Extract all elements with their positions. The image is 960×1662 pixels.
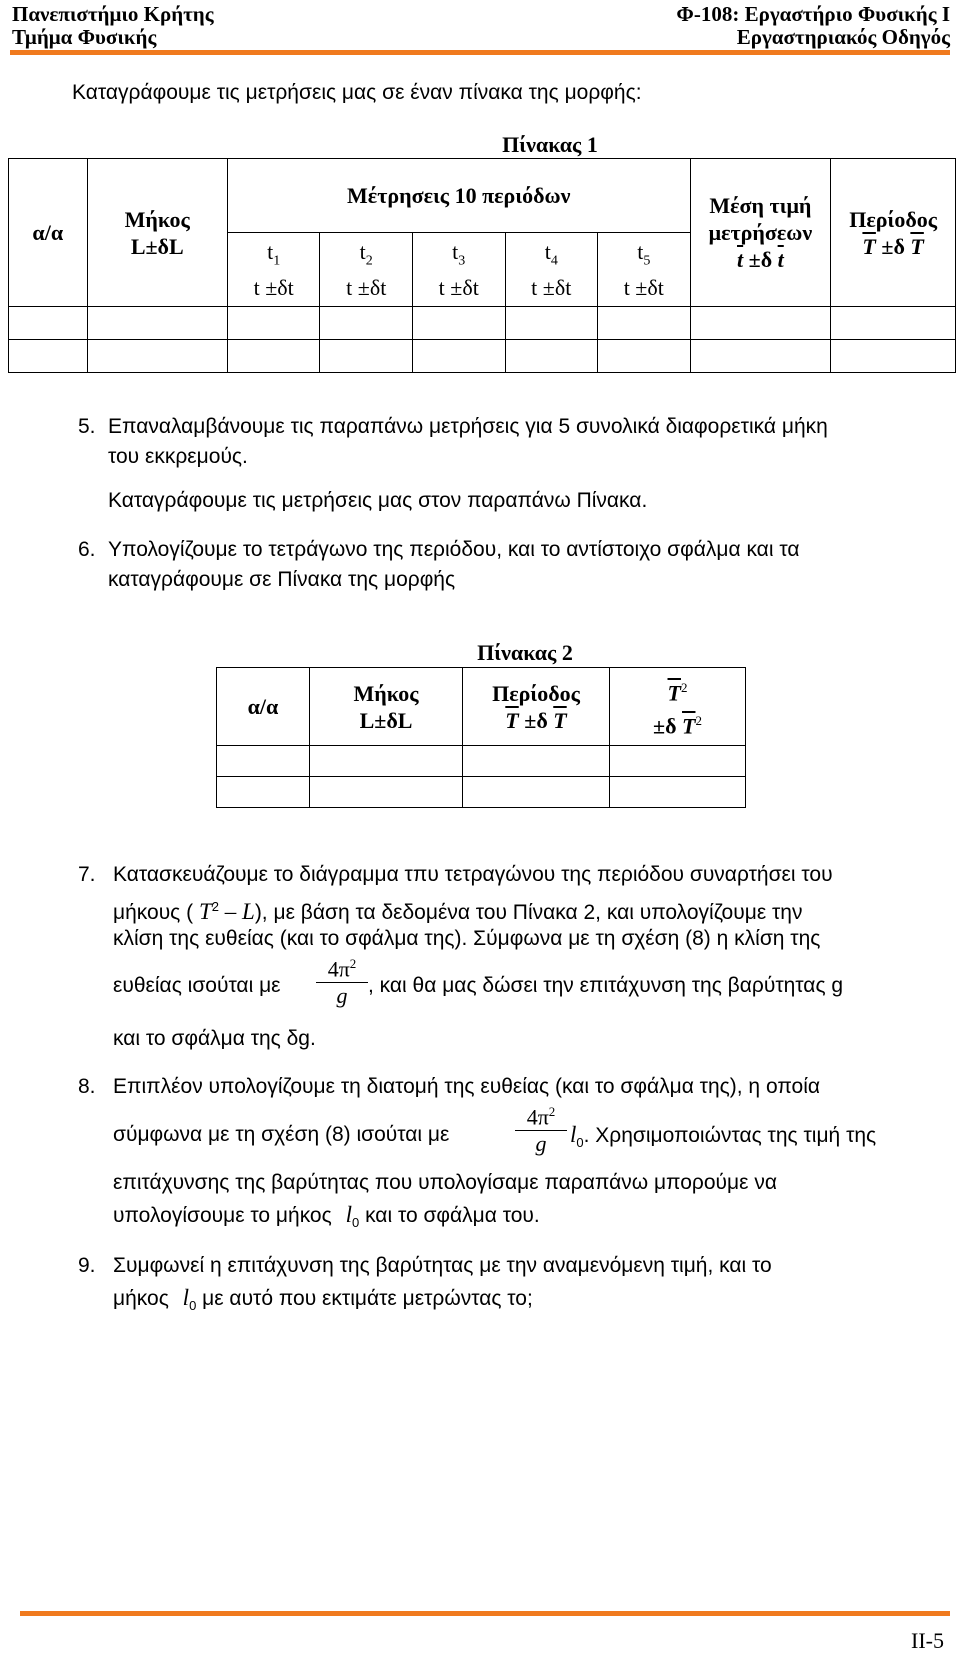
table1-header-mean: Μέση τιμή μετρήσεων $\overline{t} \pm\delta$ $\overline{t}$ <box>690 159 831 307</box>
table2-empty-row <box>217 777 746 808</box>
table1-header-measurements: Μέτρησεις 10 περιόδων <box>227 159 690 233</box>
header-rule <box>10 50 950 55</box>
step5-line3: Καταγράφουμε τις μετρήσεις μας στον παραπάνω Πίνακα. <box>108 489 648 512</box>
intro-text: Καταγράφουμε τις μετρήσεις μας σε έναν πίνακα της μορφής: <box>72 81 642 104</box>
step5-line1: Επαναλαμβάνουμε τις παραπάνω μετρήσεις για 5 συνολικά διαφορετικά μήκη <box>108 415 828 438</box>
step8-number: 8. <box>78 1075 96 1098</box>
table1-header-t3: $t_3$ t ±δt <box>412 233 505 307</box>
slope-fraction: $\frac{4\pi^2}{g}$ <box>316 951 368 1009</box>
table2-header-period: Περίοδος $\overline{T} \pm\delta$ $\overline{T}$ <box>463 668 610 746</box>
footer-rule <box>20 1611 950 1616</box>
intercept-fraction: $\frac{4\pi^2}{g}$ <box>515 1099 567 1157</box>
table1-header-period: Περίοδος $\overline{T} \pm\delta$ $\overline{T}$ <box>831 159 956 307</box>
table1-header-length: Μήκος L±δL <box>87 159 227 307</box>
step8-line2b: $l_0$. Χρησιμοποιώντας της τιμή της <box>570 1122 877 1151</box>
step9-line1: Συμφωνεί η επιτάχυνση της βαρύτητας με την αναμενόμενη τιμή, και το <box>113 1254 772 1277</box>
table1-header-aa: α/α <box>9 159 88 307</box>
step6-number: 6. <box>78 538 96 561</box>
table2-header-period-squared: $\overline{T}^2$ ±δ $\overline{T}^2$ <box>610 668 746 746</box>
step8-line3: επιτάχυνσης της βαρύτητας που υπολογίσαμε παραπάνω μπορούμε να <box>113 1171 777 1194</box>
table2-header-length: Μήκος L±δL <box>310 668 463 746</box>
course-title: Φ-108: Εργαστήριο Φυσικής Ι <box>676 2 950 26</box>
step7-number: 7. <box>78 863 96 886</box>
guide-title: Εργαστηριακός Οδηγός <box>736 25 950 49</box>
step5-line2: του εκκρεμούς. <box>108 445 248 468</box>
step8-line4: υπολογίσουμε το μήκος $l_0$ και το σφάλμα του. <box>113 1202 540 1231</box>
step7-line4a: ευθείας ισούται με <box>113 974 281 997</box>
table1-header-t2: $t_2$ t ±δt <box>320 233 413 307</box>
department-name: Τμήμα Φυσικής <box>12 25 157 49</box>
step9-line2: μήκος $l_0$ με αυτό που εκτιμάτε μετρώντας το; <box>113 1285 533 1314</box>
step7-line1: Κατασκευάζουμε το διάγραμμα τπυ τετραγώνου της περιόδου συναρτήσει του <box>113 863 833 886</box>
step6-line1: Υπολογίζουμε το τετράγωνο της περιόδου, και το αντίστοιχο σφάλμα και τα <box>108 538 800 561</box>
step9-number: 9. <box>78 1254 96 1277</box>
table1-header-t5: $t_5$ t ±δt <box>598 233 691 307</box>
table2 <box>216 667 746 808</box>
step7-line4b: , και θα μας δώσει την επιτάχυνση της βαρύτητας g <box>368 974 844 997</box>
table2-caption: Πίνακας 2 <box>477 640 573 665</box>
step7-line5: και το σφάλμα της δg. <box>113 1027 316 1050</box>
table1-caption: Πίνακας 1 <box>502 132 598 157</box>
table1-header-t1: $t_1$ t ±δt <box>227 233 320 307</box>
table1 <box>8 158 956 373</box>
table1-empty-row <box>9 307 956 340</box>
table1-empty-row <box>9 340 956 373</box>
table2-empty-row <box>217 746 746 777</box>
step8-line1: Επιπλέον υπολογίζουμε τη διατομή της ευθείας (και το σφάλμα της), η οποία <box>113 1075 821 1098</box>
step7-line3: κλίση της ευθείας (και το σφάλμα της). Σύμφωνα με τη σχέση (8) η κλίση της <box>113 927 821 950</box>
step6-line2: καταγράφουμε σε Πίνακα της μορφής <box>108 568 456 591</box>
table2-header-aa: α/α <box>217 668 310 746</box>
university-name: Πανεπιστήμιο Κρήτης <box>12 2 214 26</box>
page-number: II-5 <box>911 1628 944 1653</box>
step8-line2a: σύμφωνα με τη σχέση (8) ισούται με <box>113 1123 450 1146</box>
table1-header-t4: $t_4$ t ±δt <box>505 233 598 307</box>
step7-line2: μήκους ( $T^2 - L$), με βάση τα δεδομένα του Πίνακα 2, και υπολογίζουμε την <box>113 899 803 924</box>
step5-number: 5. <box>78 415 96 438</box>
